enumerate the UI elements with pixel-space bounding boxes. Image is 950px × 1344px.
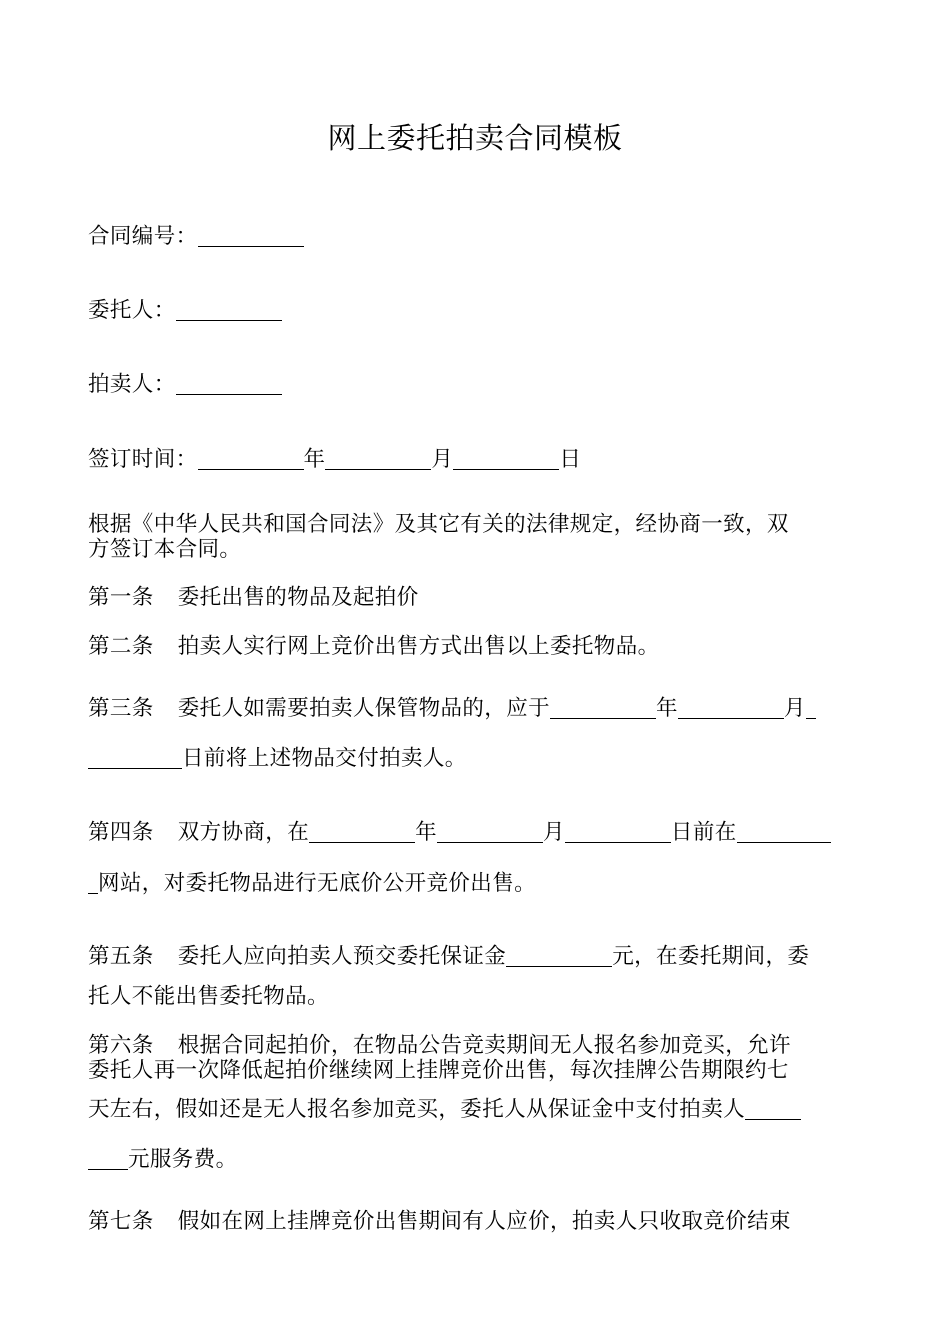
article-4-year-blank[interactable] xyxy=(309,818,415,843)
article-4-day-blank[interactable] xyxy=(565,818,671,843)
article-3-year-blank[interactable] xyxy=(550,694,656,719)
article-3-month-blank[interactable] xyxy=(678,694,784,719)
article-4-text-2: 网站，对委托物品进行无底价公开竞价出售。 xyxy=(98,871,537,896)
article-3-number: 第三条 xyxy=(88,696,154,721)
sign-year-blank[interactable] xyxy=(198,445,304,470)
article-4-text-1b: 日前在 xyxy=(670,820,737,845)
article-3-line-1 xyxy=(88,694,868,724)
article-4-website-blank-end[interactable] xyxy=(88,869,98,894)
article-3-text-1: 委托人如需要拍卖人保管物品的，应于 xyxy=(177,696,551,721)
article-6-fee-blank[interactable] xyxy=(88,1145,128,1170)
article-2 xyxy=(88,632,868,662)
article-3-text-2: 日前将上述物品交付拍卖人。 xyxy=(182,746,467,771)
article-5-text-1b: 元，在委托期间，委 xyxy=(612,944,810,969)
month-text: 月 xyxy=(543,820,565,845)
article-4-line-2 xyxy=(88,869,868,899)
article-6-text-1: 根据合同起拍价，在物品公告竞卖期间无人报名参加竞买，允许 xyxy=(177,1033,791,1058)
document-title: 网上委托拍卖合同模板 xyxy=(327,121,623,155)
article-2-text: 拍卖人实行网上竞价出售方式出售以上委托物品。 xyxy=(177,634,660,659)
client-label: 委托人： xyxy=(88,298,176,323)
sign-day-blank[interactable] xyxy=(453,445,559,470)
article-5-deposit-blank[interactable] xyxy=(506,942,612,967)
article-3-day-blank[interactable] xyxy=(88,744,182,769)
article-7-line-1 xyxy=(88,1207,868,1237)
month-text: 月 xyxy=(783,696,806,721)
year-text: 年 xyxy=(656,696,678,721)
sign-date-label: 签订时间： xyxy=(88,447,198,472)
day-text: 日 xyxy=(559,447,582,472)
article-5-text-1a: 委托人应向拍卖人预交委托保证金 xyxy=(177,944,507,969)
contract-number-blank[interactable] xyxy=(198,222,304,247)
article-2-number: 第二条 xyxy=(88,634,154,659)
article-6-fee-blank-start[interactable] xyxy=(745,1095,801,1120)
article-3-day-blank-start[interactable] xyxy=(806,694,816,719)
article-1-number: 第一条 xyxy=(88,585,154,610)
year-text: 年 xyxy=(415,820,438,845)
article-4-website-blank[interactable] xyxy=(737,818,831,843)
article-4-month-blank[interactable] xyxy=(437,818,543,843)
year-text: 年 xyxy=(303,447,326,472)
article-5-line-1 xyxy=(88,942,868,972)
article-4-text-1a: 双方协商，在 xyxy=(177,820,310,845)
contract-number-label: 合同编号： xyxy=(88,224,198,249)
client-blank[interactable] xyxy=(176,296,282,321)
preamble-line-2: 方签订本合同。 xyxy=(88,537,242,562)
sign-month-blank[interactable] xyxy=(325,445,431,470)
article-3-line-2 xyxy=(88,744,868,774)
article-5-line-2: 托人不能出售委托物品。 xyxy=(88,984,329,1009)
contract-number-line xyxy=(88,222,868,252)
article-6-line-4 xyxy=(88,1145,868,1175)
article-1 xyxy=(88,583,868,613)
auctioneer-label: 拍卖人： xyxy=(88,372,176,397)
sign-date-line xyxy=(88,445,868,475)
article-6-line-3 xyxy=(88,1095,868,1125)
article-7-number: 第七条 xyxy=(88,1209,154,1234)
article-4-number: 第四条 xyxy=(88,820,154,845)
article-6-text-4: 元服务费。 xyxy=(128,1147,238,1172)
article-4-line-1 xyxy=(88,818,868,848)
article-6-number: 第六条 xyxy=(88,1033,154,1058)
article-6-text-3: 天左右，假如还是无人报名参加竞买，委托人从保证金中支付拍卖人 xyxy=(88,1097,746,1122)
month-text: 月 xyxy=(431,447,454,472)
auctioneer-blank[interactable] xyxy=(176,370,282,395)
preamble-line-1: 根据《中华人民共和国合同法》及其它有关的法律规定，经协商一致，双 xyxy=(88,512,789,537)
article-7-text-1: 假如在网上挂牌竞价出售期间有人应价，拍卖人只收取竞价结束 xyxy=(177,1209,791,1234)
auctioneer-line xyxy=(88,370,868,400)
article-5-number: 第五条 xyxy=(88,944,154,969)
client-line xyxy=(88,296,868,326)
article-1-text: 委托出售的物品及起拍价 xyxy=(177,585,419,610)
article-6-line-2: 委托人再一次降低起拍价继续网上挂牌竞价出售，每次挂牌公告期限约七 xyxy=(88,1058,789,1083)
